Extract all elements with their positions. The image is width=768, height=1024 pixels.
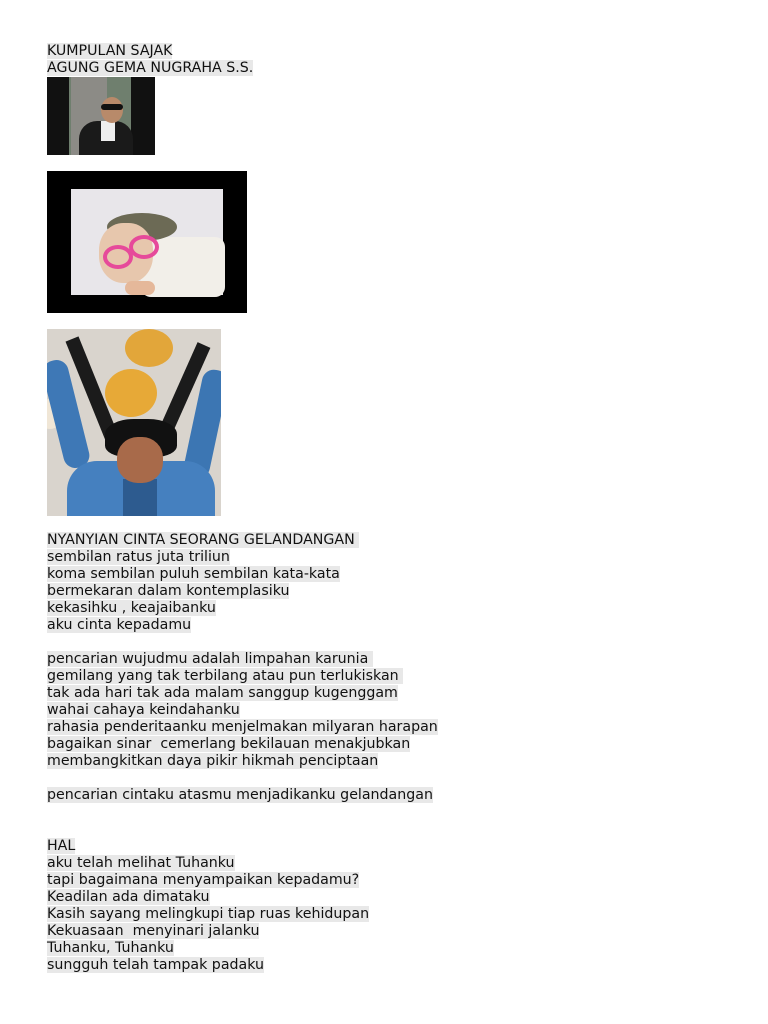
stanza-1	[47, 549, 747, 634]
poem-line: kekasihku , keajaibanku	[47, 600, 216, 616]
poem-line: sembilan ratus juta triliun	[47, 549, 230, 565]
poem-line: tak ada hari tak ada malam sanggup kugenggam	[47, 685, 398, 701]
baby-with-pink-glasses-photo	[47, 171, 247, 313]
poem-line: pencarian wujudmu adalah limpahan karunia	[47, 651, 373, 667]
poem-line: Keadilan ada dimataku	[47, 889, 210, 905]
poem-title: HAL	[47, 838, 76, 854]
poem-line: Kekuasaan menyinari jalanku	[47, 923, 260, 939]
portrait-man-photo	[47, 77, 155, 155]
poem-line: pencarian cintaku atasmu menjadikanku gelandangan	[47, 787, 433, 803]
poem-line: membangkitkan daya pikir hikmah penciptaan	[47, 753, 379, 769]
poem-line: bermekaran dalam kontemplasiku	[47, 583, 290, 599]
header-line-2: AGUNG GEMA NUGRAHA S.S.	[47, 60, 254, 76]
poem-line: rahasia penderitaanku menjelmakan milyaran harapan	[47, 719, 438, 735]
poem-hal	[47, 838, 747, 974]
poem-line: tapi bagaimana menyampaikan kepadamu?	[47, 872, 360, 888]
child-raising-arms-photo	[47, 329, 221, 516]
poem-line: Kasih sayang melingkupi tiap ruas kehidupan	[47, 906, 370, 922]
poem-line: aku telah melihat Tuhanku	[47, 855, 235, 871]
header-line-1: KUMPULAN SAJAK	[47, 43, 173, 59]
poem-line: sungguh telah tampak padaku	[47, 957, 264, 973]
poem-line: wahai cahaya keindahanku	[47, 702, 240, 718]
poem-line: gemilang yang tak terbilang atau pun terlukiskan	[47, 668, 404, 684]
poem-title: NYANYIAN CINTA SEORANG GELANDANGAN	[47, 532, 360, 548]
poem-line: koma sembilan puluh sembilan kata-kata	[47, 566, 340, 582]
poem-line: aku cinta kepadamu	[47, 617, 192, 633]
document-header	[47, 43, 747, 77]
poem-line: bagaikan sinar cemerlang bekilauan menakjubkan	[47, 736, 411, 752]
poem-line: Tuhanku, Tuhanku	[47, 940, 174, 956]
stanza-2	[47, 651, 747, 770]
stanza-3	[47, 787, 747, 804]
poem-nyanyian-cinta	[47, 532, 747, 804]
